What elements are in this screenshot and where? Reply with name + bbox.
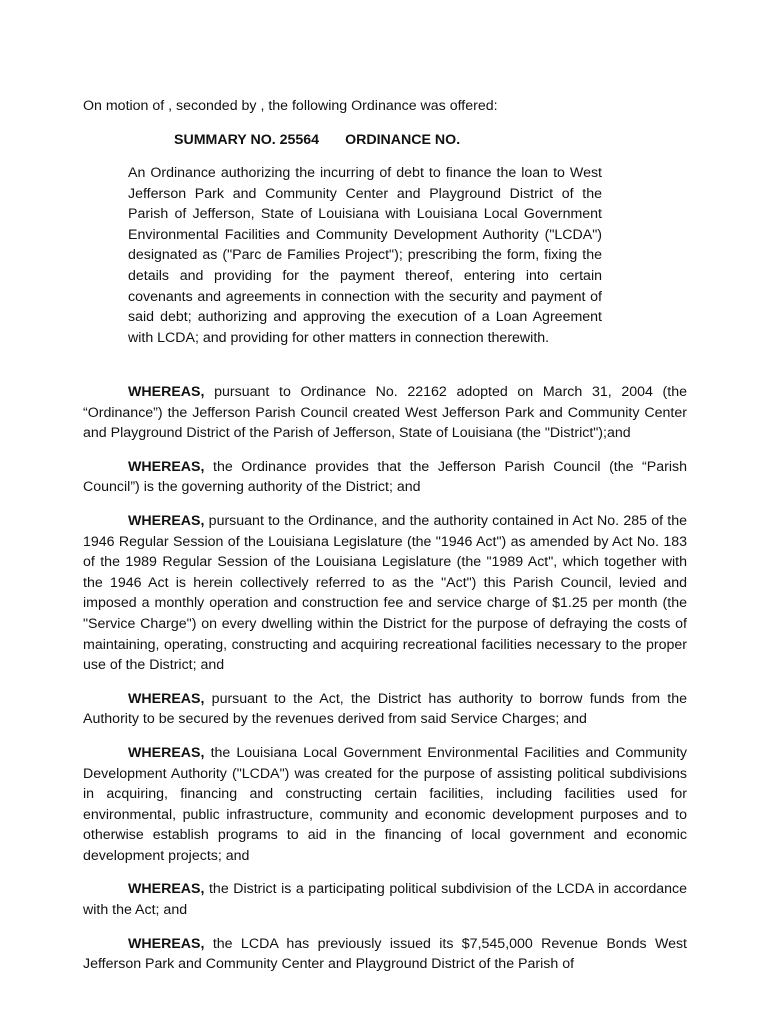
whereas-section: [83, 382, 687, 988]
whereas-lead: WHEREAS,: [128, 512, 205, 529]
motion-line: On motion of , seconded by , the following Ordinance was offered:: [83, 98, 498, 114]
whereas-text: the LCDA has previously issued its $7,545,000 Revenue Bonds West Jefferson Park and Community Center and Playground District of the Parish of: [83, 935, 687, 973]
summary-heading: [174, 130, 460, 151]
whereas-text: the Louisiana Local Government Environmental Facilities and Community Development Authority ("LCDA") was created for the purpose of assisting political subdivisions in acquiring, financing and constructing certain facilities, including facilities used for environmental, public infrastructure, community and economic development purposes and to otherwise establish programs to aid in the financing of local government and economic development projects; and: [83, 744, 687, 864]
whereas-clause: [83, 689, 687, 730]
whereas-clause: [83, 934, 687, 975]
summary-number: SUMMARY NO. 25564: [174, 132, 320, 148]
whereas-lead: WHEREAS,: [128, 744, 205, 761]
whereas-clause: [83, 743, 687, 867]
whereas-clause: [83, 511, 687, 676]
whereas-text: the Ordinance provides that the Jefferson Parish Council (the “Parish Council”) is the governing authority of the District; and: [83, 458, 687, 496]
whereas-clause: [83, 879, 687, 920]
whereas-lead: WHEREAS,: [128, 690, 205, 707]
whereas-lead: WHEREAS,: [128, 935, 205, 952]
whereas-text: pursuant to Ordinance No. 22162 adopted on March 31, 2004 (the “Ordinance”) the Jefferson Parish Council created West Jefferson Park and Community Center and Playground District of the Parish of Jefferson, State of Louisiana (the "District");and: [83, 384, 687, 442]
whereas-lead: WHEREAS,: [128, 458, 205, 475]
whereas-clause: [83, 382, 687, 444]
whereas-lead: WHEREAS,: [128, 384, 205, 400]
whereas-text: pursuant to the Ordinance, and the authority contained in Act No. 285 of the 1946 Regular Session of the Louisiana Legislature (the "1946 Act") as amended by Act No. 183 of the 1989 Regular Session of the Louisiana Legislature (the "1989 Act", which together with the 1946 Act is herein collectively referred to as the "Act") this Parish Council, levied and imposed a monthly operation and construction fee and service charge of $1.25 per month (the "Service Charge") on every dwelling within the District for the purpose of defraying the costs of maintaining, operating, constructing and acquiring recreational facilities necessary to the proper use of the District; and: [83, 512, 687, 674]
whereas-clause: [83, 457, 687, 498]
whereas-text: the District is a participating political subdivision of the LCDA in accordance with the Act; and: [83, 881, 687, 919]
ordinance-number-label: ORDINANCE NO.: [345, 132, 461, 148]
ordinance-abstract: An Ordinance authorizing the incurring of debt to finance the loan to West Jefferson Park and Community Center and Playground District of the Parish of Jefferson, State of Louisiana with Louisiana Local Government Environmental Facilities and Community Development Authority ("LCDA") designated as ("Parc de Families Project"); prescribing the form, fixing the details and providing for the payment thereof, entering into certain covenants and agreements in connection with the security and payment of said debt; authorizing and approving the execution of a Loan Agreement with LCDA; and providing for other matters in connection therewith.: [128, 165, 602, 346]
whereas-text: pursuant to the Act, the District has authority to borrow funds from the Authority to be secured by the revenues derived from said Service Charges; and: [83, 690, 687, 728]
whereas-lead: WHEREAS,: [128, 881, 205, 898]
